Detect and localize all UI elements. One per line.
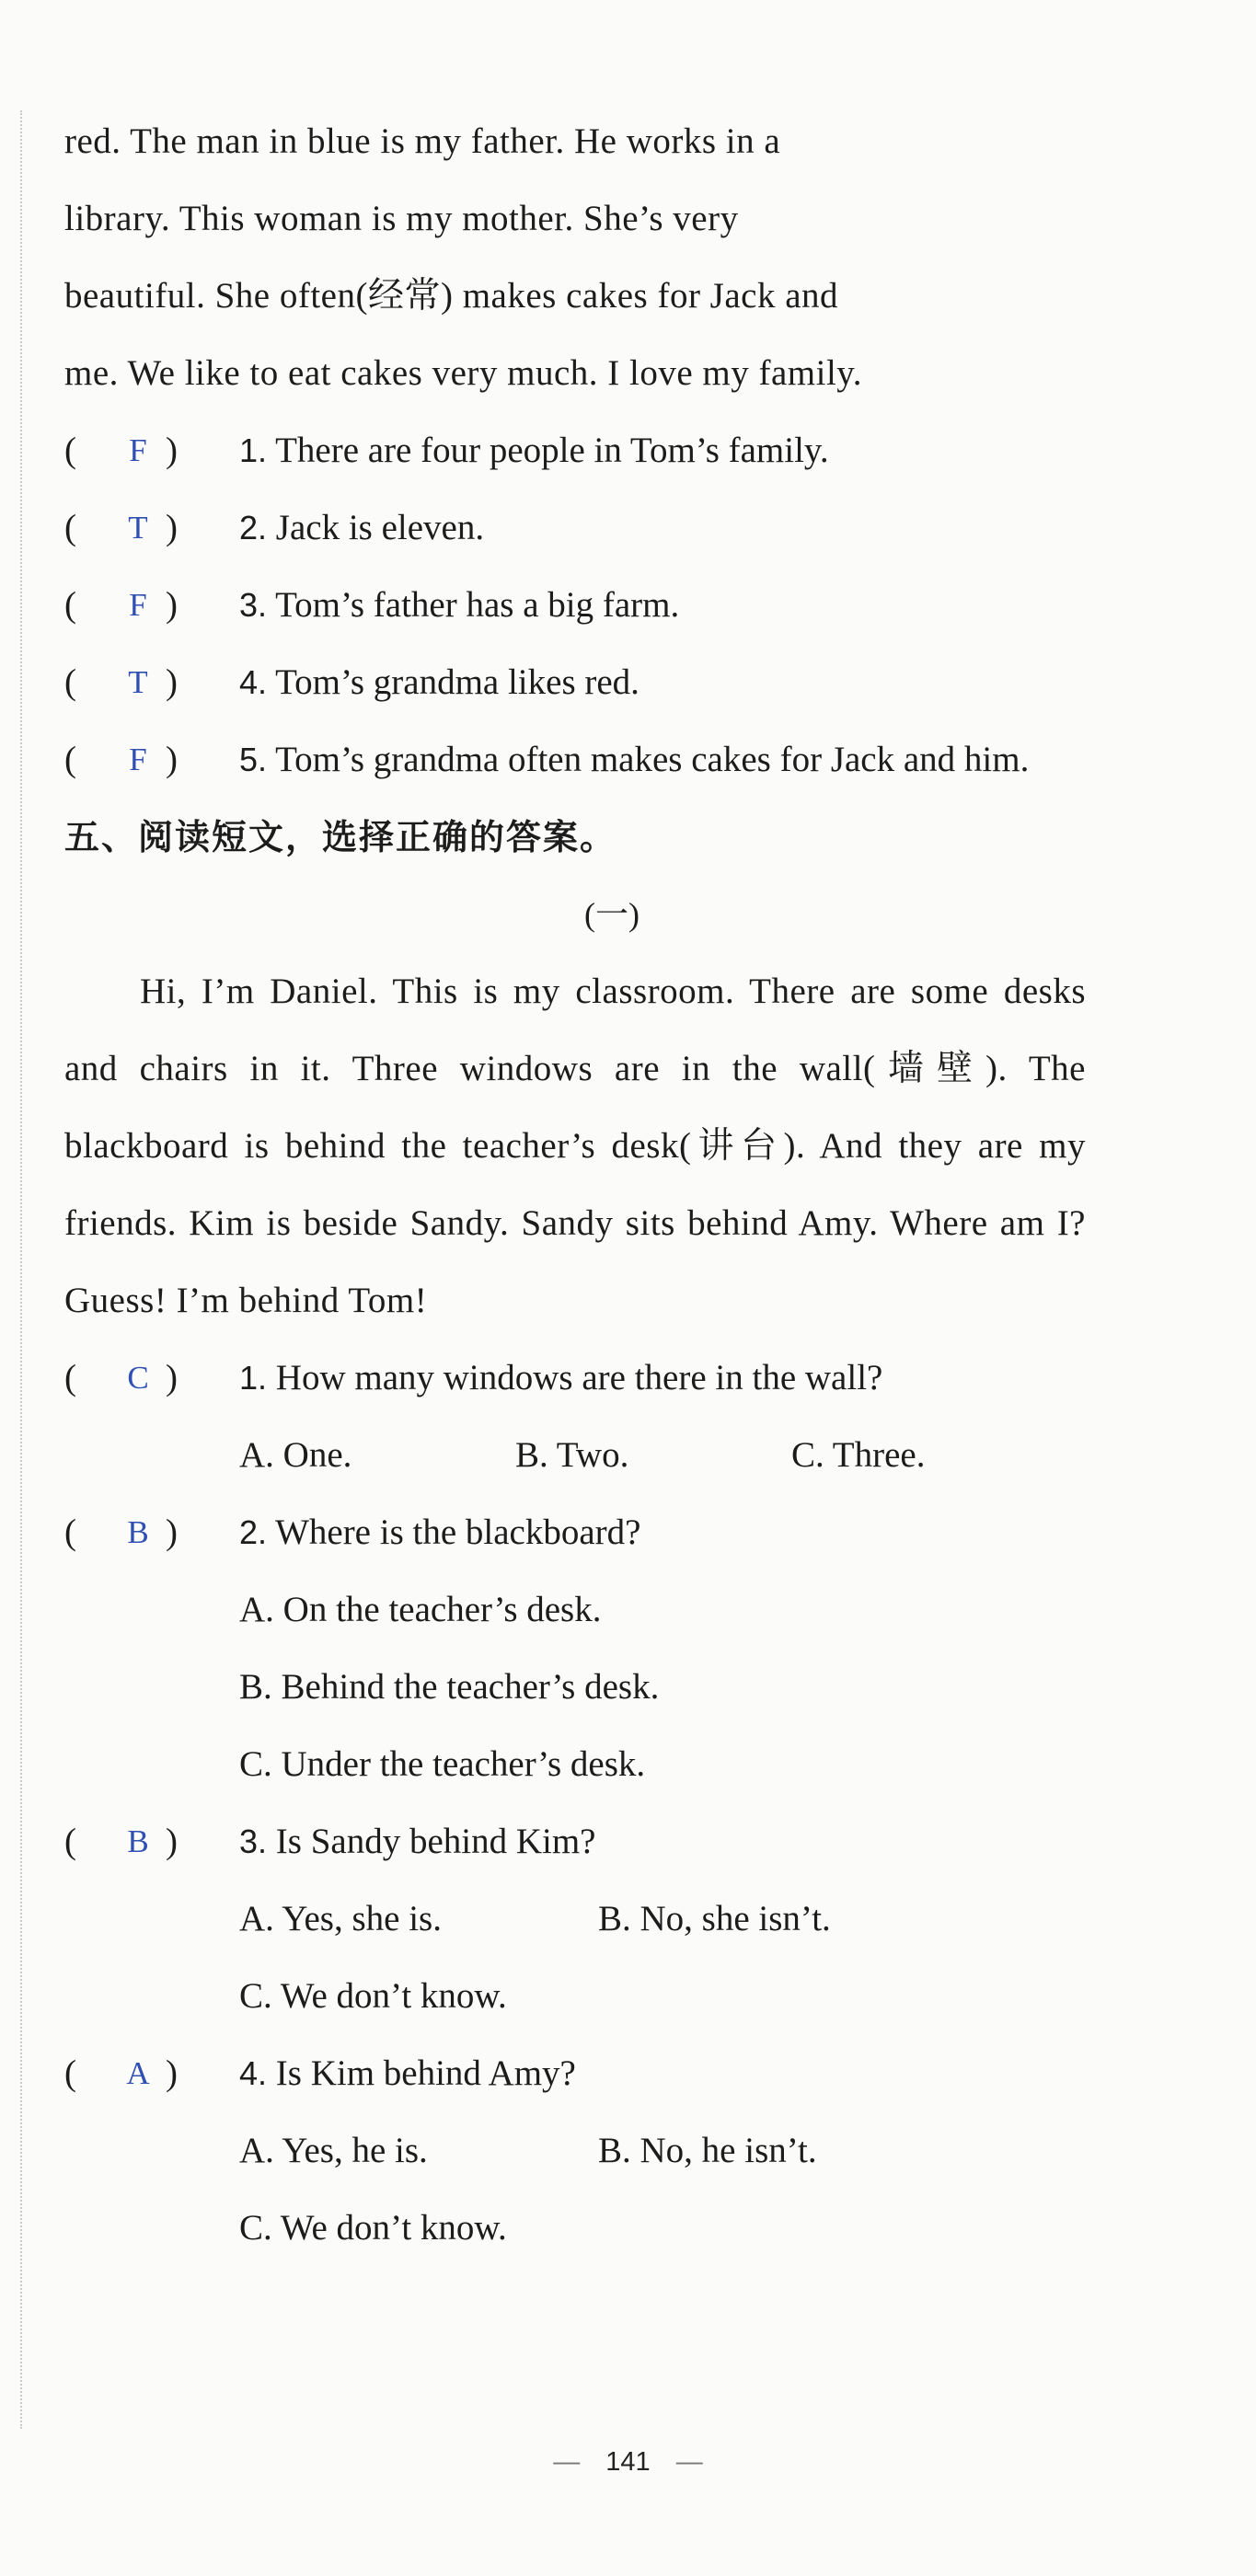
- question-number: 2.: [239, 1513, 268, 1551]
- question-text: Is Kim behind Amy?: [275, 2053, 576, 2093]
- part4-question-list: [64, 412, 1086, 799]
- answer-mark: F: [129, 587, 147, 623]
- question-text: How many windows are there in the wall?: [275, 1358, 883, 1397]
- question-text: Tom’s grandma likes red.: [275, 662, 640, 702]
- answer-paren: ( F ): [64, 721, 239, 799]
- answer-paren: ( B ): [64, 1494, 239, 1571]
- page-footer: — 141 —: [553, 2447, 703, 2477]
- option-a: A. Yes, she is.: [239, 1899, 442, 1938]
- option-row: [64, 1880, 1086, 1958]
- option-a: A. On the teacher’s desk.: [239, 1590, 602, 1629]
- question-row: [64, 644, 1086, 721]
- answer-paren: ( B ): [64, 1803, 239, 1880]
- answer-paren: ( C ): [64, 1340, 239, 1417]
- option-c: C. We don’t know.: [239, 1976, 507, 2016]
- passage-subtitle: (一): [584, 896, 640, 933]
- question-number: 3.: [239, 586, 268, 624]
- passage-line: red. The man in blue is my father. He works in a: [64, 121, 781, 161]
- question-number: 5.: [239, 741, 268, 778]
- reading-passage: Hi, I’m Daniel. This is my classroom. There are some desks and chairs in it. Three windows are in the wall(墙壁). The blackboard is behind the teacher’s desk(讲台). And they are my friends. Kim is beside Sandy. Sandy sits behind Amy. Where am I? Guess! I’m behind Tom!: [64, 972, 1086, 1320]
- option-b: B. No, she isn’t.: [598, 1899, 831, 1938]
- page-number: 141: [605, 2447, 651, 2477]
- answer-mark: A: [126, 2055, 150, 2091]
- question-number: 3.: [239, 1823, 268, 1860]
- answer-paren: ( F ): [64, 567, 239, 644]
- question-number: 2.: [239, 509, 268, 546]
- question-text: Where is the blackboard?: [275, 1512, 641, 1552]
- margin-dotted-line: [20, 110, 22, 2429]
- question-text: Tom’s grandma often makes cakes for Jack and him.: [275, 740, 1030, 779]
- question-row: [64, 1803, 1086, 1880]
- option-a: A. Yes, he is.: [239, 2131, 428, 2170]
- option-c: C. Three.: [791, 1435, 926, 1475]
- option-b: B. Behind the teacher’s desk.: [239, 1667, 660, 1707]
- passage-end: [64, 103, 1086, 412]
- answer-mark: F: [129, 742, 147, 777]
- worksheet-page: [64, 0, 1086, 2267]
- question-text: Jack is eleven.: [275, 508, 485, 547]
- answer-paren: ( T ): [64, 644, 239, 721]
- answer-paren: ( F ): [64, 412, 239, 489]
- question-text: There are four people in Tom’s family.: [275, 431, 829, 470]
- option-b: B. Two.: [515, 1435, 629, 1475]
- answer-mark: C: [127, 1360, 149, 1396]
- question-row: [64, 1494, 1086, 1571]
- question-number: 1.: [239, 431, 268, 469]
- option-c: C. We don’t know.: [239, 2208, 507, 2248]
- question-number: 4.: [239, 2054, 268, 2092]
- passage-line: beautiful. She often(经常) makes cakes for Jack and: [64, 276, 839, 316]
- passage-line: library. This woman is my mother. She’s very: [64, 199, 739, 238]
- answer-mark: T: [128, 510, 148, 546]
- option-b: B. No, he isn’t.: [598, 2131, 817, 2170]
- question-number: 1.: [239, 1359, 268, 1397]
- passage-line: me. We like to eat cakes very much. I love my family.: [64, 353, 862, 393]
- option-row: [64, 2112, 1086, 2190]
- option-c: C. Under the teacher’s desk.: [239, 1744, 646, 1784]
- question-row: [64, 721, 1086, 799]
- question-number: 4.: [239, 663, 268, 701]
- answer-mark: B: [127, 1823, 149, 1859]
- question-row: [64, 2035, 1086, 2112]
- option-a: A. One.: [239, 1435, 352, 1475]
- answer-mark: F: [129, 432, 147, 468]
- question-row: [64, 489, 1086, 567]
- answer-paren: ( A ): [64, 2035, 239, 2112]
- question-row: [64, 1340, 1086, 1417]
- section-title: 五、阅读短文，选择正确的答案。: [64, 817, 617, 857]
- question-row: [64, 412, 1086, 489]
- option-row: [64, 1417, 1086, 1494]
- question-text: Is Sandy behind Kim?: [275, 1822, 596, 1861]
- question-text: Tom’s father has a big farm.: [275, 585, 680, 625]
- answer-mark: B: [127, 1514, 149, 1550]
- answer-mark: T: [128, 664, 148, 700]
- answer-paren: ( T ): [64, 489, 239, 567]
- question-row: [64, 567, 1086, 644]
